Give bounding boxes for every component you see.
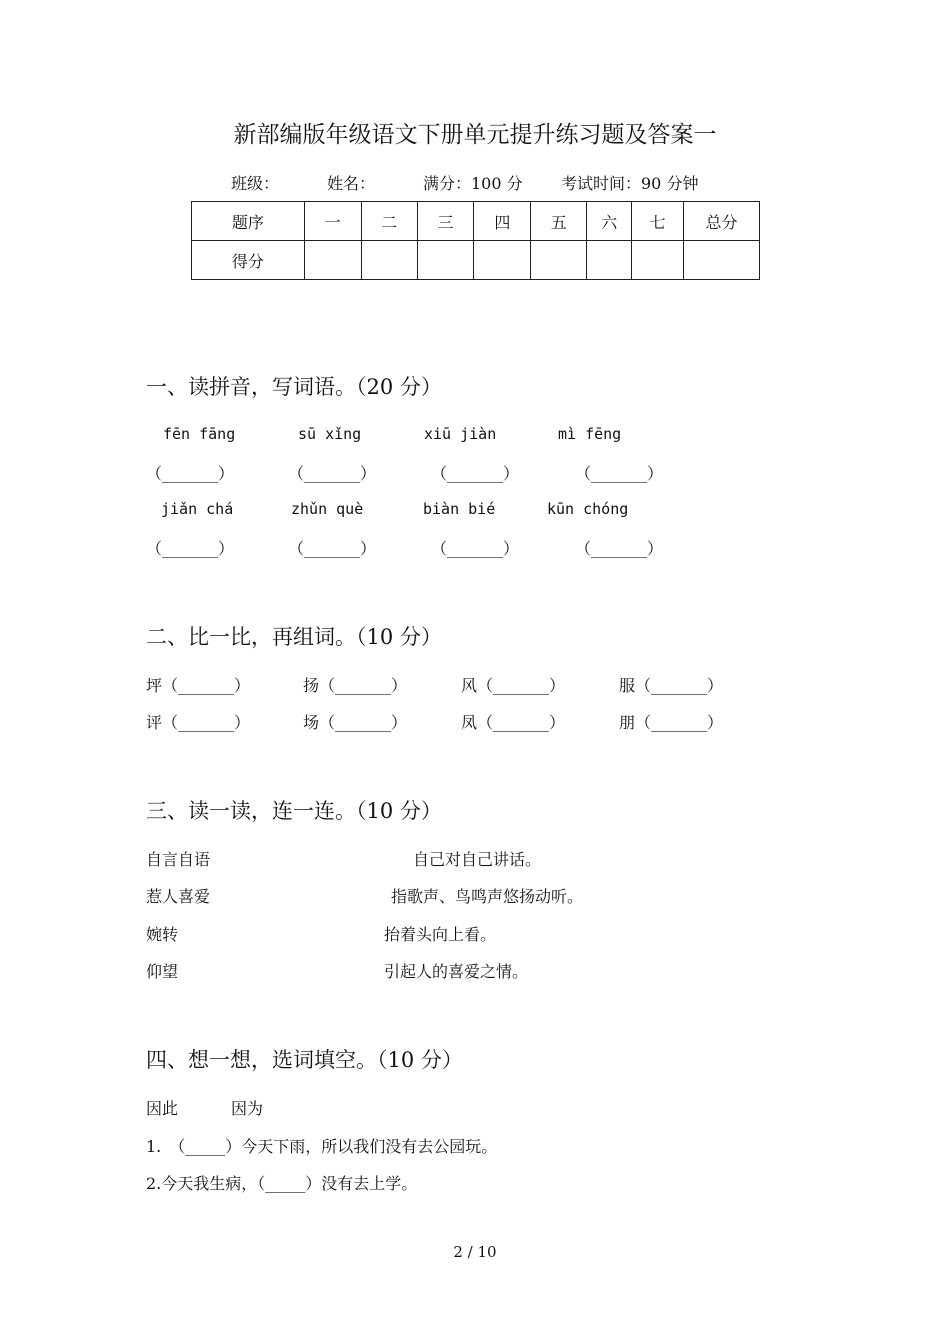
match-definition[interactable]: 抬着头向上看。: [384, 925, 497, 944]
header-cell: 六: [587, 202, 632, 241]
pinyin: kūn chóng: [547, 500, 629, 518]
exam-time: 考试时间：90 分钟: [561, 174, 699, 193]
header-cell: 五: [531, 202, 587, 241]
pinyin: biàn bié: [423, 500, 496, 518]
header-cell: 题序: [192, 202, 305, 241]
class-label: 班级：: [231, 174, 280, 193]
pinyin: jiǎn chá: [161, 500, 234, 518]
match-term[interactable]: 自言自语: [146, 850, 211, 869]
fill-question[interactable]: 2.今天我生病，（_____）没有去上学。: [146, 1174, 418, 1193]
match-definition[interactable]: 自己对自己讲话。: [413, 850, 542, 869]
pinyin: zhǔn què: [291, 500, 364, 518]
pinyin: mì fēng: [558, 425, 622, 443]
match-term[interactable]: 仰望: [146, 962, 179, 981]
answer-blank[interactable]: （_______）: [146, 539, 235, 558]
compare-item[interactable]: 服（_______）: [619, 676, 724, 695]
compare-item[interactable]: 坪（_______）: [146, 676, 251, 695]
answer-blank[interactable]: （_______）: [431, 464, 520, 483]
answer-blank[interactable]: （_______）: [146, 464, 235, 483]
compare-item[interactable]: 凤（_______）: [461, 713, 566, 732]
answer-blank[interactable]: （_______）: [575, 539, 664, 558]
header-cell: 二: [361, 202, 417, 241]
pinyin: fēn fāng: [163, 425, 236, 443]
score-cell[interactable]: [417, 241, 474, 280]
section2-heading: 二、比一比，再组词。（10 分）: [146, 625, 442, 649]
section4-heading: 四、想一想，选词填空。（10 分）: [146, 1048, 463, 1072]
compare-item[interactable]: 扬（_______）: [303, 676, 408, 695]
score-table-header-row: [192, 202, 760, 241]
page-number: 2 / 10: [453, 1243, 497, 1261]
score-cell[interactable]: [587, 241, 632, 280]
score-table-score-row: [192, 241, 760, 280]
score-cell[interactable]: [304, 241, 361, 280]
word-choice: 因此: [146, 1099, 179, 1118]
answer-blank[interactable]: （_______）: [288, 464, 377, 483]
score-cell[interactable]: [531, 241, 587, 280]
score-cell[interactable]: [474, 241, 531, 280]
score-cell[interactable]: [684, 241, 760, 280]
name-label: 姓名：: [327, 174, 376, 193]
match-term[interactable]: 惹人喜爱: [146, 887, 211, 906]
full-score: 满分：100 分: [423, 174, 523, 193]
score-cell[interactable]: [632, 241, 684, 280]
header-cell: 七: [632, 202, 684, 241]
header-cell: 总分: [684, 202, 760, 241]
header-cell: 一: [304, 202, 361, 241]
fill-question[interactable]: 1. （_____）今天下雨，所以我们没有去公园玩。: [146, 1137, 498, 1156]
section3-heading: 三、读一读，连一连。（10 分）: [146, 799, 442, 823]
compare-item[interactable]: 朋（_______）: [619, 713, 724, 732]
match-definition[interactable]: 引起人的喜爱之情。: [384, 962, 529, 981]
pinyin: sū xǐng: [298, 425, 362, 443]
score-table: [191, 201, 760, 280]
compare-item[interactable]: 风（_______）: [461, 676, 566, 695]
compare-item[interactable]: 场（_______）: [303, 713, 408, 732]
pinyin: xiū jiàn: [424, 425, 497, 443]
row-label: 得分: [192, 241, 305, 280]
match-term[interactable]: 婉转: [146, 925, 179, 944]
page-title: 新部编版年级语文下册单元提升练习题及答案一: [233, 122, 717, 148]
header-cell: 三: [417, 202, 474, 241]
score-cell[interactable]: [361, 241, 417, 280]
answer-blank[interactable]: （_______）: [575, 464, 664, 483]
answer-blank[interactable]: （_______）: [288, 539, 377, 558]
word-choice: 因为: [231, 1099, 264, 1118]
answer-blank[interactable]: （_______）: [431, 539, 520, 558]
compare-item[interactable]: 评（_______）: [146, 713, 251, 732]
header-cell: 四: [474, 202, 531, 241]
section1-heading: 一、读拼音，写词语。（20 分）: [146, 375, 442, 399]
match-definition[interactable]: 指歌声、鸟鸣声悠扬动听。: [391, 887, 584, 906]
